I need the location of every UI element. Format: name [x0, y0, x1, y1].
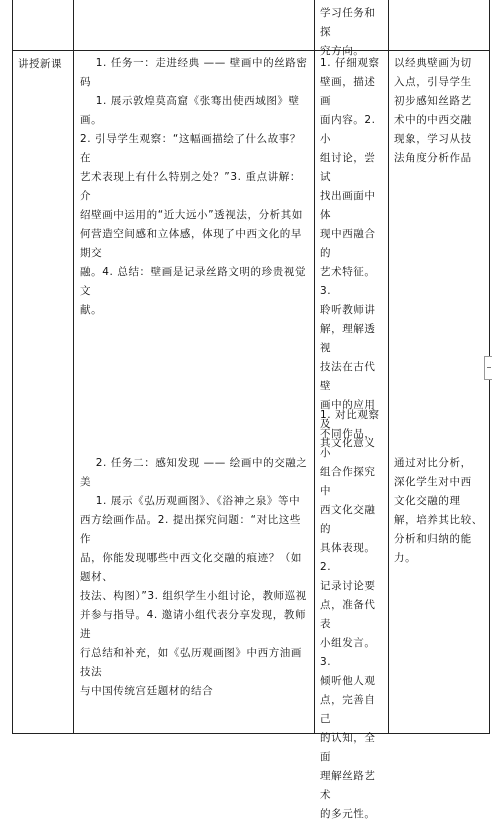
page-edge-handle[interactable]	[484, 356, 492, 380]
table-border-line	[12, 733, 490, 734]
table-border-line	[314, 0, 315, 734]
table-border-line	[388, 0, 389, 734]
task2-student-activity: 1. 对比观察 不同作品，小 组合作探究中 西文化交融的 具体表现。2. 记录讨论要 点，准备代表 小组发言。3. 倾听他人观 点，完善自己 的认知，全面 理解丝路艺术 的多元性。	[320, 409, 380, 820]
section-label: 讲授新课	[18, 58, 62, 70]
task2-teacher-activity: 2. 任务二：感知发现 —— 绘画中的交融之 美 1. 展示《弘历观画图》、《浴神之泉》等中 西方绘画作品。2. 提出探究问题：“对比这些作 品，你能发现哪些中西文化交融的痕迹？（如题材、 技法、构图）”3. 组织学生小组讨论，教师巡视 并参与指导。4. 邀请小组代表分享发现，教师进 行总结和补充，如《弘历观画图》中西方油画技法 与中国传统宫廷题材的结合	[80, 457, 308, 697]
task1-design-intent: 以经典壁画为切 入点，引导学生 初步感知丝路艺 术中的中西交融 现象，学习从技 法角度分析作品	[394, 57, 472, 164]
table-border-line	[73, 0, 74, 734]
table-border-line	[12, 0, 13, 734]
table-border-line	[12, 50, 490, 51]
top-row-student-cell: 学习任务和探 究方向。	[320, 7, 376, 57]
task1-student-activity: 1. 仔细观察 壁画，描述画 面内容。2. 小 组讨论，尝试 找出画面中体 现中西融合的 艺术特征。3. 聆听教师讲 解，理解透视 技法在古代壁 画中的应用及 其文化意义	[320, 57, 380, 449]
task2-design-intent: 通过对比分析， 深化学生对中西 文化交融的理 解，培养其比较、 分析和归纳的能 力。	[394, 457, 483, 564]
task1-teacher-activity: 1. 任务一：走进经典 —— 壁画中的丝路密 码 1. 展示敦煌莫高窟《张骞出使西域图》壁画。 2. 引导学生观察：“这幅画描绘了什么故事？在 艺术表现上有什么特别之处？”3. 重点讲解：介 绍壁画中运用的“近大远小”透视法，分析其如 何营造空间感和立体感，体现了中西文化的早期交 融。4. 总结：壁画是记录丝路文明的珍贵视觉文 献。	[80, 57, 308, 316]
